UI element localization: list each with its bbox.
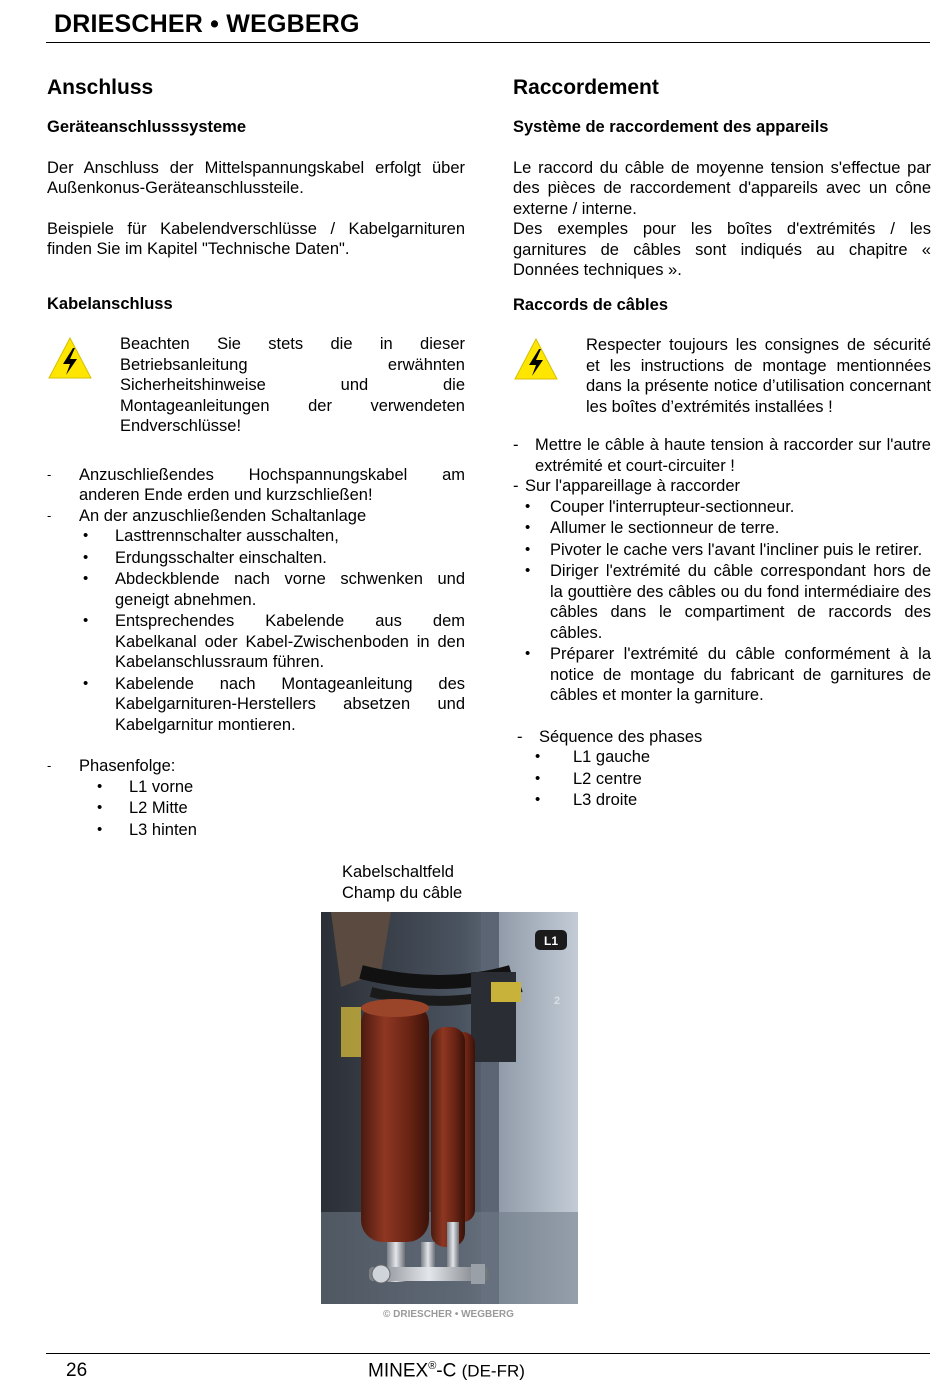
figure-caption	[342, 862, 462, 904]
header-title: DRIESCHER • WEGBERG	[54, 10, 360, 38]
dash-text-switchgear-fr: Sur l'appareillage à raccorder	[525, 477, 741, 495]
list-item: - An der anzuschließenden Schaltanlage	[47, 506, 465, 527]
subheading-geraeteanschluss: Geräteanschlusssysteme	[47, 118, 247, 136]
steps-list-fr	[513, 497, 931, 706]
list-item: • Entsprechendes Kabelende aus dem Kabelkanal oder Kabel-Zwischenboden in den Kabelanschlussraum führen.	[83, 612, 465, 671]
footer-model: MINEX®-C (DE-FR)	[368, 1360, 525, 1382]
page-number: 26	[66, 1360, 88, 1381]
list-item: • Pivoter le cache vers l'avant l'incliner puis le retirer.	[525, 540, 923, 559]
list-item: • L2 centre	[535, 769, 642, 788]
phase-list-de	[47, 777, 465, 841]
list-item: • Diriger l'extrémité du câble correspondant hors de la gouttière des câbles ou du fond intermédiaire des câbles dans le compartiment de raccords des câbles.	[525, 562, 931, 642]
list-item: • Allumer le sectionneur de terre.	[525, 519, 780, 537]
subheading-kabelanschluss: Kabelanschluss	[47, 294, 173, 313]
list-item: - Anzuschließendes Hochspannungskabel am anderen Ende erden und kurzschließen!	[47, 465, 465, 504]
paragraph-intro-fr: Le raccord du câble de moyenne tension s'effectue par des pièces de raccordement d'appareils avec un cône externe / interne.	[513, 158, 931, 218]
german-column	[47, 72, 465, 841]
list-item: - Sur l'appareillage à raccorder	[513, 476, 931, 497]
warning-text-de: Beachten Sie stets die in dieser Betriebsanleitung erwähnten Sicherheitshinweise und die Montageanleitungen der verwendeten Endverschlüsse!	[120, 335, 465, 435]
dash-text-ground-cable: Anzuschließendes Hochspannungskabel am anderen Ende erden und kurzschließen!	[79, 465, 465, 504]
high-voltage-warning-icon	[47, 334, 120, 386]
paragraph-intro-de: Der Anschluss der Mittelspannungskabel erfolgt über Außenkonus-Geräteanschlussteile.	[47, 158, 465, 197]
warning-block-fr	[513, 335, 931, 417]
dash-text-phase-order-fr: Séquence des phases	[539, 727, 703, 746]
subheading-systeme-raccordement: Système de raccordement des appareils	[513, 118, 829, 136]
list-item: • Lasttrennschalter ausschalten,	[83, 527, 339, 545]
section-heading-fr: Raccordement	[513, 76, 659, 99]
section-heading-de: Anschluss	[47, 76, 154, 99]
dash-text-phase-order: Phasenfolge:	[79, 757, 176, 775]
header-rule	[46, 42, 930, 43]
list-item: - Mettre le câble à haute tension à raccorder sur l'autre extrémité et court-circuiter !	[513, 436, 931, 475]
subheading-raccords-cables: Raccords de câbles	[513, 295, 668, 314]
french-column	[513, 72, 931, 812]
paragraph-examples-de: Beispiele für Kabelendverschlüsse / Kabelgarnituren finden Sie im Kapitel "Technische Daten".	[47, 219, 465, 258]
list-item: - Séquence des phases	[513, 727, 931, 748]
caption-fr: Champ du câble	[342, 884, 463, 902]
svg-text:L1: L1	[543, 934, 559, 948]
list-item: • L2 Mitte	[97, 799, 188, 817]
svg-text:2: 2	[554, 995, 561, 1007]
list-item: • L3 hinten	[97, 820, 197, 839]
cable-compartment-photo	[321, 912, 578, 1304]
footer-rule	[46, 1353, 930, 1354]
list-item: • Préparer l'extrémité du câble conformément à la notice de montage du fabricant de garnitures de câbles et monter la garniture.	[525, 645, 931, 704]
warning-text-fr: Respecter toujours les consignes de sécurité et les instructions de montage mentionnées dans la présente notice d’utilisation concernant les boîtes d’extrémités installées !	[586, 336, 931, 416]
list-item: • L1 vorne	[97, 777, 194, 796]
caption-de: Kabelschaltfeld	[342, 863, 454, 881]
warning-block-de	[47, 334, 465, 437]
list-item: • Erdungsschalter einschalten.	[83, 548, 327, 567]
list-item: • Kabelende nach Montageanleitung des Kabelgarnituren-Herstellers absetzen und Kabelgarnitur montieren.	[83, 674, 465, 734]
list-item: - Phasenfolge:	[47, 756, 465, 777]
photo-copyright: © DRIESCHER • WEGBERG	[383, 1309, 514, 1320]
phase-list-fr	[513, 747, 931, 811]
high-voltage-warning-icon	[513, 335, 586, 387]
list-item: • Couper l'interrupteur-sectionneur.	[525, 497, 795, 516]
steps-list-de	[47, 526, 465, 735]
dash-text-switchgear: An der anzuschließenden Schaltanlage	[79, 506, 367, 525]
list-item: • Abdeckblende nach vorne schwenken und geneigt abnehmen.	[83, 570, 465, 609]
paragraph-examples-fr: Des exemples pour les boîtes d'extrémités / les garnitures de câbles sont indiqués au chapitre « Données techniques ».	[513, 220, 931, 279]
dash-text-ground-cable-fr: Mettre le câble à haute tension à raccorder sur l'autre extrémité et court-circuiter !	[535, 436, 931, 475]
list-item: • L1 gauche	[535, 748, 651, 766]
list-item: • L3 droite	[535, 791, 638, 809]
